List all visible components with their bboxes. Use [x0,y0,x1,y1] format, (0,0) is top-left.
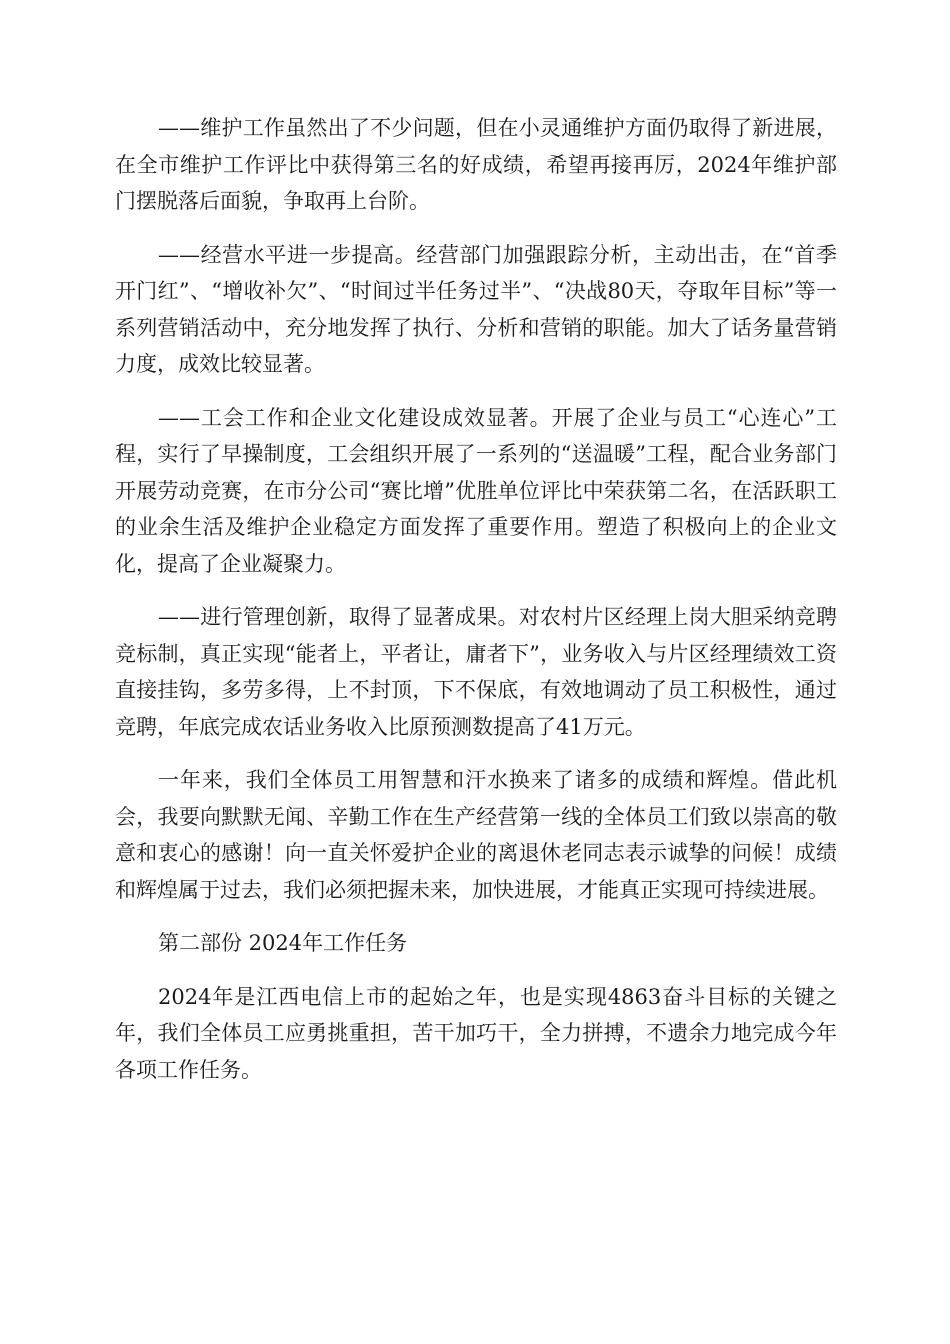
paragraph-2024-tasks: 2024年是江西电信上市的起始之年，也是实现4863奋斗目标的关键之年，我们全体员工应勇挑重担，苦干加巧干，全力拼搏，不遗余力地完成今年各项工作任务。 [115,984,837,1082]
section-heading: 第二部份 2024年工作任务 [158,931,408,955]
paragraph-operations: ——经营水平进一步提高。经营部门加强跟踪分析，主动出击，在“首季开门红”、“增收补欠”、“时间过半任务过半”、“决战80天，夺取年目标”等一系列营销活动中，充分地发挥了执行、分析和营销的职能。加大了话务量营销力度，成效比较显著。 [115,242,837,376]
paragraph-management-innovation: ——进行管理创新，取得了显著成果。对农村片区经理上岗大胆采纳竞聘竞标制，真正实现“能者上，平者让，庸者下”，业务收入与片区经理绩效工资直接挂钩，多劳多得，上不封顶，下不保底，有效地调动了员工积极性，通过竞聘，年底完成农话业务收入比原预测数提高了41万元。 [115,605,837,739]
paragraph-summary: 一年来，我们全体员工用智慧和汗水换来了诸多的成绩和辉煌。借此机会，我要向默默无闻、辛勤工作在生产经营第一线的全体员工们致以崇高的敬意和衷心的感谢！向一直关怀爱护企业的离退休老同志表示诚挚的问候！成绩和辉煌属于过去，我们必须把握未来，加快进展，才能真正实现可持续进展。 [115,768,837,902]
paragraph-union-culture: ——工会工作和企业文化建设成效显著。开展了企业与员工“心连心”工程，实行了早操制度，工会组织开展了一系列的“送温暖”工程，配合业务部门开展劳动竞赛，在市分公司“赛比增”优胜单位评比中荣获第二名，在活跃职工的业余生活及维护企业稳定方面发挥了重要作用。塑造了积极向上的企业文化，提高了企业凝聚力。 [115,405,837,576]
paragraph-maintenance: ——维护工作虽然出了不少问题，但在小灵通维护方面仍取得了新进展，在全市维护工作评比中获得第三名的好成绩，希望再接再厉，2024年维护部门摆脱落后面貌，争取再上台阶。 [115,116,837,213]
document-page [115,110,837,1105]
